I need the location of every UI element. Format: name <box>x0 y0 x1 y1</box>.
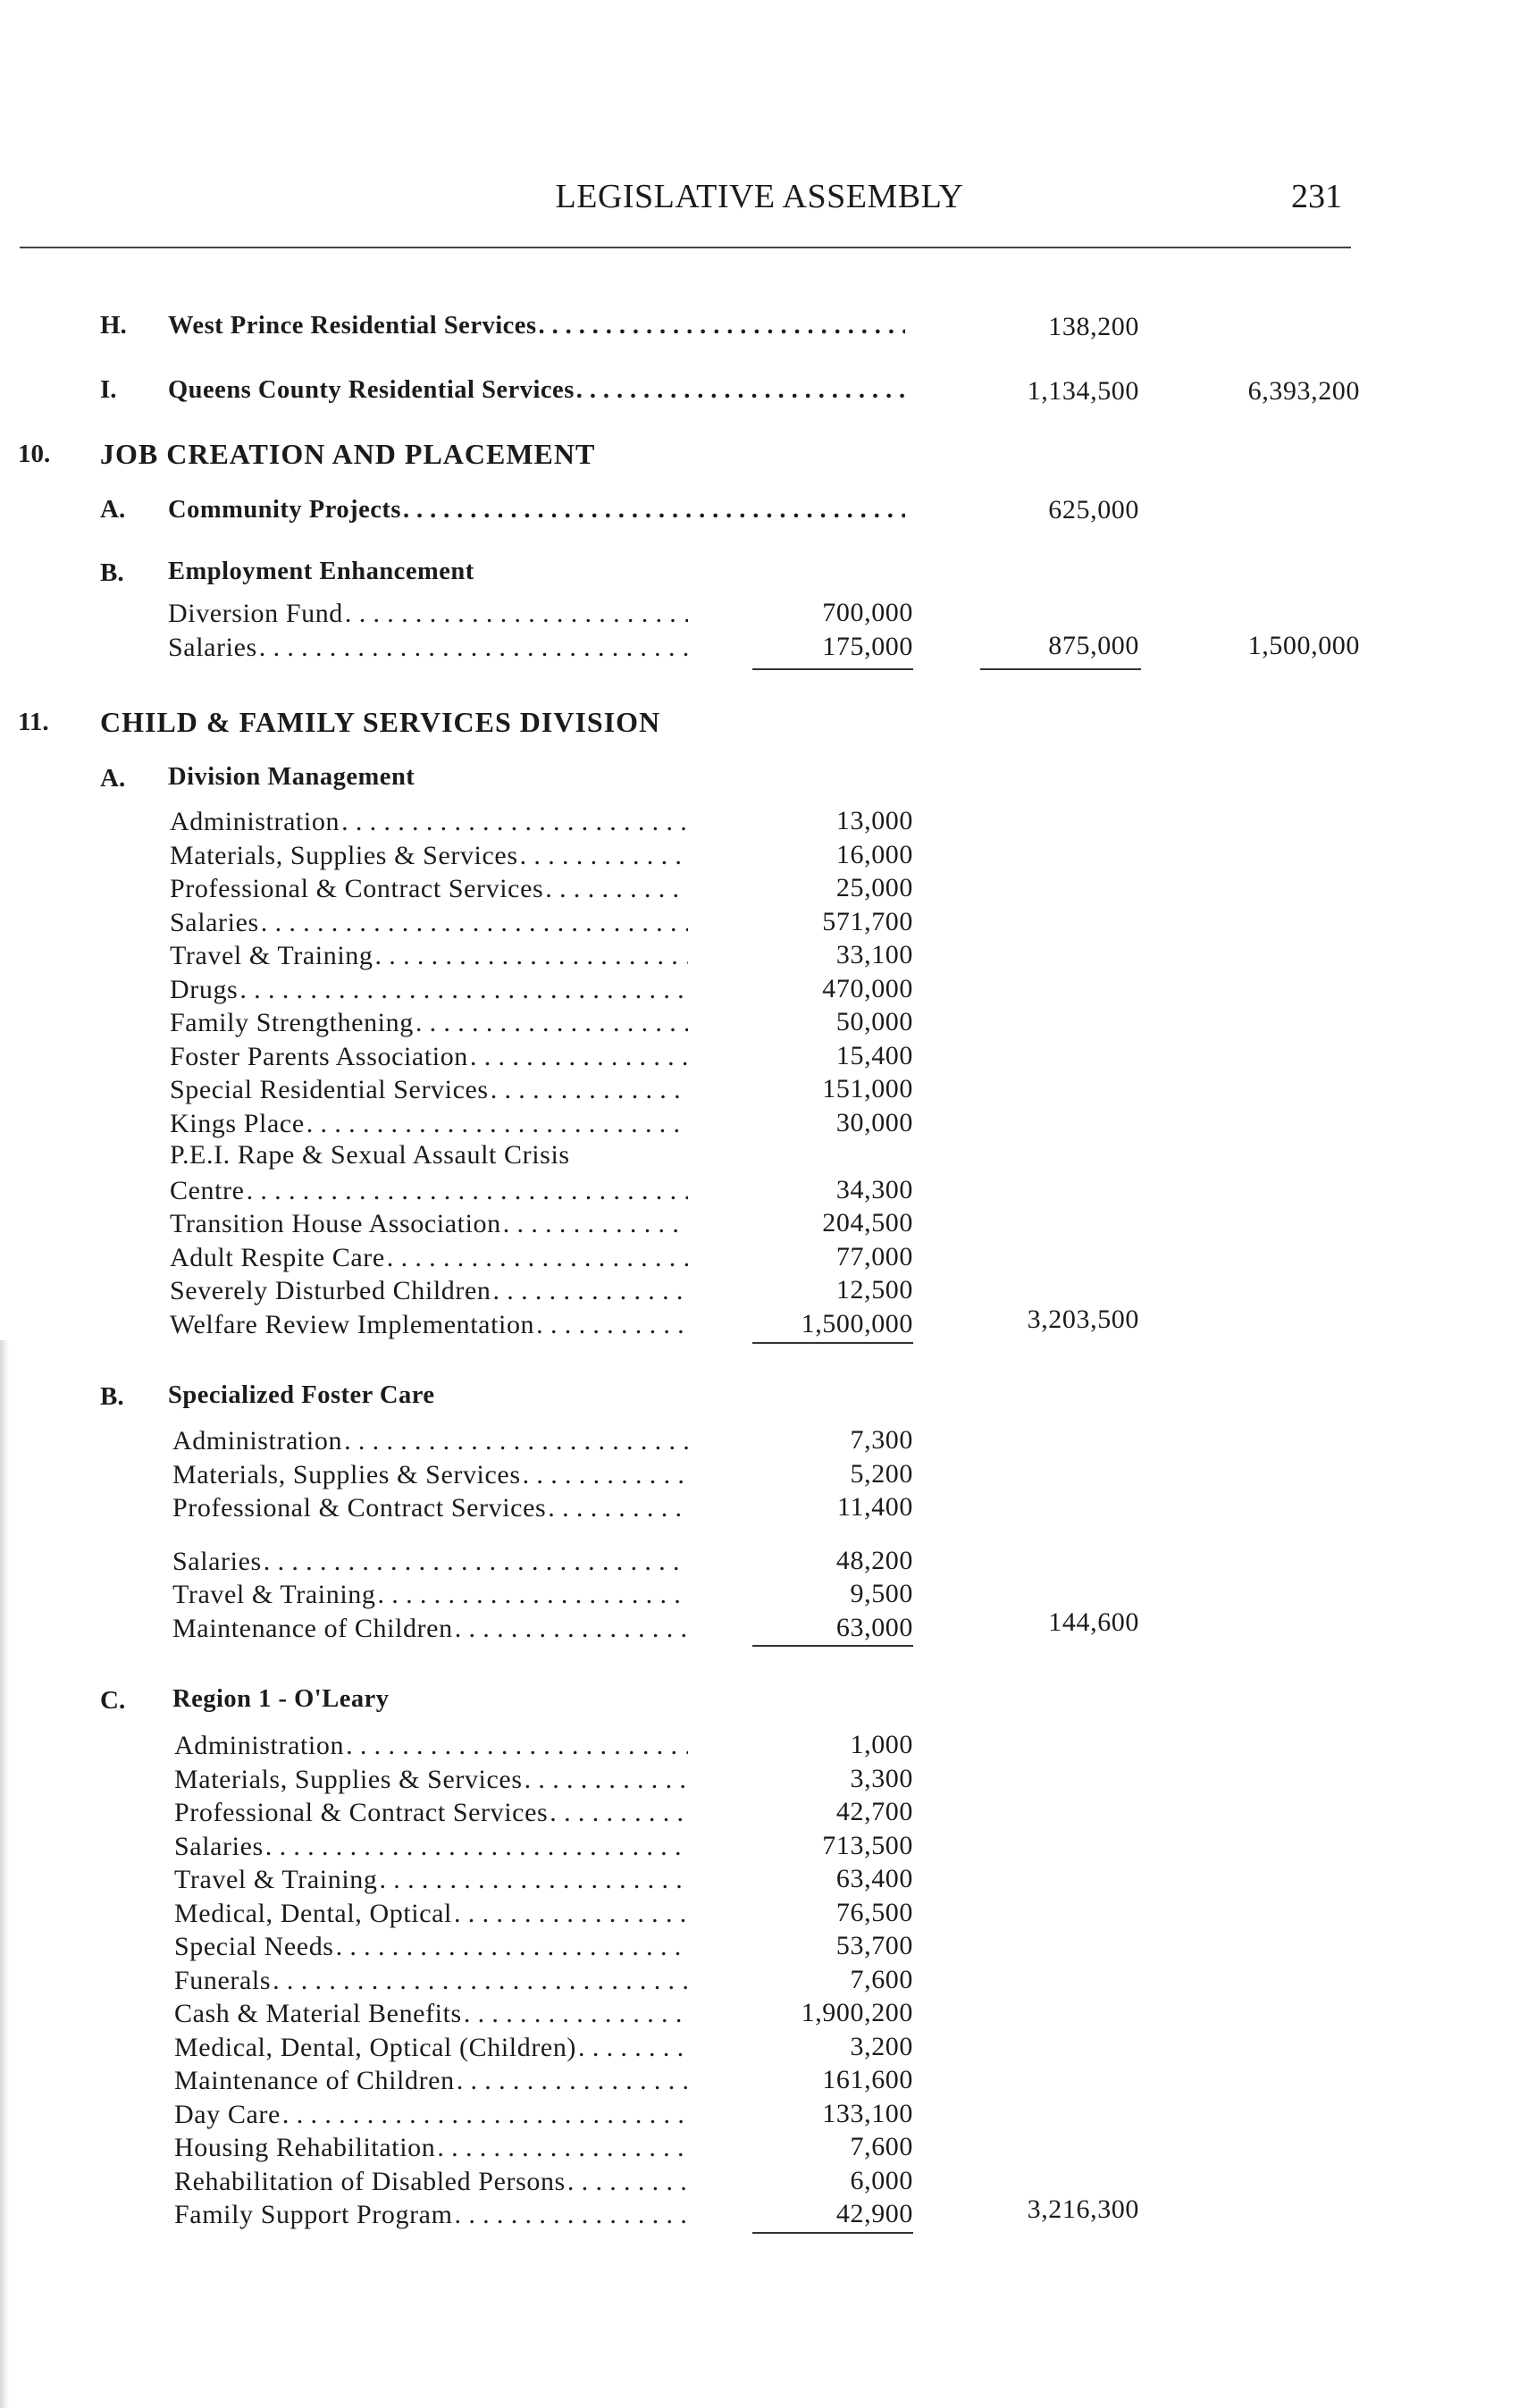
line-item-value: 13,000 <box>835 806 913 835</box>
line-item-label-text: Family Strengthening <box>170 1008 414 1037</box>
line-item-label-text: Materials, Supplies & Services <box>170 840 518 870</box>
line-item-value: 63,000 <box>835 1612 913 1642</box>
line-item-value: 1,500,000 <box>801 1308 913 1338</box>
section-h-title-text: West Prince Residential Services <box>168 312 537 340</box>
line-item-value: 470,000 <box>822 973 913 1003</box>
section-11c-title: Region 1 - O'Leary <box>172 1685 390 1713</box>
line-item-label <box>170 1042 688 1072</box>
section-11c-subtotal: 3,216,300 <box>1027 2194 1139 2224</box>
line-item-label-text: Medical, Dental, Optical (Children) <box>174 2032 577 2062</box>
section-10b-subtotal: 875,000 <box>1048 631 1139 660</box>
line-item-label-text: Severely Disturbed Children <box>170 1276 491 1305</box>
line-item-value: 713,500 <box>822 1830 913 1860</box>
line-item-label-text: Transition House Association <box>170 1209 501 1238</box>
line-item-value: 204,500 <box>822 1208 913 1238</box>
line-item-label <box>170 1243 688 1273</box>
section-11b-subtotal: 144,600 <box>1048 1607 1139 1637</box>
line-item-label-text: Professional & Contract Services <box>170 874 544 903</box>
line-item-label <box>174 2167 688 2197</box>
line-item-label-text: Welfare Review Implementation <box>170 1309 535 1339</box>
line-item-label <box>174 1798 688 1828</box>
line-item-label <box>172 1460 688 1490</box>
line-item-label <box>174 2200 688 2230</box>
section-10-number: 10. <box>18 440 51 468</box>
line-item-value: 16,000 <box>835 839 913 869</box>
line-item-value: 5,200 <box>850 1458 913 1489</box>
line-item-label-text: Salaries <box>174 1831 264 1861</box>
line-item-label-text: Family Support Program <box>174 2200 453 2229</box>
line-item-label <box>170 941 688 971</box>
header-divider <box>20 247 1351 248</box>
section-10b-letter: B. <box>100 558 124 587</box>
line-item-label-text: Day Care <box>174 2099 281 2129</box>
line-item-label <box>170 1008 688 1038</box>
line-item-value: 700,000 <box>822 598 913 627</box>
line-item-label <box>170 1209 688 1239</box>
line-item-label-text: P.E.I. Rape & Sexual Assault Crisis <box>170 1140 570 1170</box>
line-item-label <box>168 633 688 663</box>
line-item-value: 15,400 <box>835 1040 913 1070</box>
line-item-label-text: Drugs <box>170 974 239 1004</box>
line-item-label-text: Funerals <box>174 1965 272 1995</box>
section-11c-items-rule <box>752 2232 913 2234</box>
line-item-label <box>170 908 688 938</box>
line-item-label <box>168 599 688 629</box>
line-item-label-text: Diversion Fund <box>168 599 343 628</box>
line-item-label-text: Medical, Dental, Optical <box>174 1898 452 1928</box>
line-item-label <box>174 2033 688 2063</box>
line-item-label <box>172 1493 688 1523</box>
line-item-label-text: Materials, Supplies & Services <box>172 1459 521 1489</box>
line-item-value: 7,300 <box>850 1425 913 1455</box>
line-item-label-text: Administration <box>172 1426 343 1456</box>
section-10b-subtotal-rule <box>980 668 1141 670</box>
line-item-label-text: Salaries <box>172 1546 262 1576</box>
line-item-label <box>174 1832 688 1862</box>
section-11a-letter: A. <box>100 764 126 793</box>
section-10a-amount: 625,000 <box>1048 495 1139 524</box>
line-item-value: 30,000 <box>835 1107 913 1137</box>
line-item-label-text: Adult Respite Care <box>170 1242 385 1272</box>
section-h-letter: H. <box>100 311 127 340</box>
line-item-value: 151,000 <box>822 1074 913 1103</box>
section-10b-total: 1,500,000 <box>1247 631 1360 660</box>
line-item-label-text: Housing Rehabilitation <box>174 2133 436 2162</box>
section-11c-letter: C. <box>100 1686 126 1715</box>
line-item-label <box>170 841 688 871</box>
line-item-label-text: Special Needs <box>174 1932 334 1961</box>
section-11-title: CHILD & FAMILY SERVICES DIVISION <box>100 706 661 738</box>
line-item-value: 77,000 <box>835 1241 913 1271</box>
section-i-title <box>168 376 905 405</box>
line-item-value: 50,000 <box>835 1007 913 1036</box>
line-item-label-text: Travel & Training <box>172 1580 376 1609</box>
line-item-value: 1,000 <box>850 1730 913 1759</box>
line-item-label-text: Cash & Material Benefits <box>174 1999 462 2028</box>
section-i-total: 6,393,200 <box>1247 376 1360 406</box>
line-item-value: 12,500 <box>835 1275 913 1305</box>
line-item-value: 53,700 <box>835 1931 913 1960</box>
line-item-label <box>172 1614 688 1644</box>
line-item-value: 1,900,200 <box>801 1998 913 2027</box>
section-11b-title: Specialized Foster Care <box>168 1381 435 1409</box>
line-item-label-text: Centre <box>170 1175 245 1205</box>
line-item-value: 42,900 <box>835 2199 913 2228</box>
line-item-label-text: Foster Parents Association <box>170 1041 468 1071</box>
line-item-value: 63,400 <box>835 1864 913 1893</box>
line-item-value: 34,300 <box>835 1174 913 1204</box>
scan-edge-shadow <box>0 1340 9 2408</box>
section-10-title: JOB CREATION AND PLACEMENT <box>100 438 596 470</box>
line-item-label-text: Salaries <box>170 907 259 937</box>
line-item-label-text: Administration <box>174 1731 345 1760</box>
line-item-label <box>174 1899 688 1929</box>
line-item-label <box>174 2066 688 2096</box>
line-item-label <box>174 1731 688 1761</box>
section-11a-title: Division Management <box>168 763 415 791</box>
line-item-label-text: Special Residential Services <box>170 1075 489 1104</box>
line-item-label <box>170 1310 688 1340</box>
line-item-value: 42,700 <box>835 1797 913 1826</box>
line-item-label <box>174 2100 688 2130</box>
line-item-label <box>170 975 688 1005</box>
line-item-label-text: Materials, Supplies & Services <box>174 1764 523 1794</box>
section-10a-title <box>168 496 905 524</box>
line-item-value: 48,200 <box>835 1545 913 1575</box>
section-11a-items-rule <box>752 1342 913 1344</box>
line-item-value: 7,600 <box>850 1964 913 1994</box>
line-item-label <box>174 1932 688 1962</box>
line-item-value: 161,600 <box>822 2065 913 2094</box>
line-item-value: 11,400 <box>837 1492 913 1522</box>
line-item-label <box>170 1276 688 1306</box>
line-item-value: 6,000 <box>850 2165 913 2195</box>
line-item-value: 3,200 <box>850 2031 913 2061</box>
line-item-label <box>174 2133 688 2163</box>
line-item-label-text: Professional & Contract Services <box>172 1493 547 1523</box>
line-item-label <box>174 1765 688 1795</box>
line-item-label <box>170 1109 688 1139</box>
section-10a-letter: A. <box>100 495 126 524</box>
line-item-label-text: Travel & Training <box>170 941 373 970</box>
line-item-label <box>174 1966 688 1996</box>
line-item-value: 175,000 <box>822 631 913 661</box>
page-number: 231 <box>1291 178 1342 215</box>
page-title: LEGISLATIVE ASSEMBLY <box>555 178 964 215</box>
line-item-label-text: Rehabilitation of Disabled Persons <box>174 2166 566 2196</box>
line-item-label-text: Professional & Contract Services <box>174 1798 549 1827</box>
section-h-amount: 138,200 <box>1048 312 1139 341</box>
line-item-label-text: Travel & Training <box>174 1865 378 1894</box>
line-item-label <box>172 1426 688 1456</box>
line-item-label <box>174 1999 688 2029</box>
line-item-label-text: Administration <box>170 807 340 836</box>
section-i-amount: 1,134,500 <box>1027 376 1139 406</box>
line-item-label-text: Maintenance of Children <box>174 2066 455 2095</box>
section-h-title <box>168 312 905 340</box>
section-10b-items-rule <box>752 668 913 670</box>
line-item-label <box>170 874 688 904</box>
section-11b-letter: B. <box>100 1382 124 1411</box>
line-item-value: 76,500 <box>835 1897 913 1927</box>
line-item-label <box>172 1580 688 1610</box>
section-i-letter: I. <box>100 375 117 404</box>
line-item-label <box>172 1547 688 1577</box>
line-item-label-text: Kings Place <box>170 1108 305 1138</box>
line-item-value: 33,100 <box>835 940 913 969</box>
line-item-label <box>170 1075 688 1105</box>
section-i-title-text: Queens County Residential Services <box>168 376 575 404</box>
section-10b-title: Employment Enhancement <box>168 558 474 585</box>
section-11b-items-rule <box>752 1645 913 1647</box>
line-item-label <box>170 807 688 837</box>
section-11-number: 11. <box>18 708 49 736</box>
section-11a-subtotal: 3,203,500 <box>1027 1305 1139 1334</box>
section-10a-title-text: Community Projects <box>168 496 401 524</box>
line-item-label <box>174 1865 688 1895</box>
line-item-value: 3,300 <box>850 1763 913 1793</box>
line-item-label-text: Salaries <box>168 632 257 662</box>
line-item-value: 9,500 <box>850 1579 913 1608</box>
line-item-value: 571,700 <box>822 906 913 936</box>
line-item-value: 25,000 <box>835 873 913 902</box>
line-item-value: 7,600 <box>850 2132 913 2161</box>
line-item-label-text: Maintenance of Children <box>172 1613 453 1643</box>
line-item-label <box>170 1176 688 1206</box>
line-item-label <box>170 1142 795 1169</box>
line-item-value: 133,100 <box>822 2098 913 2128</box>
